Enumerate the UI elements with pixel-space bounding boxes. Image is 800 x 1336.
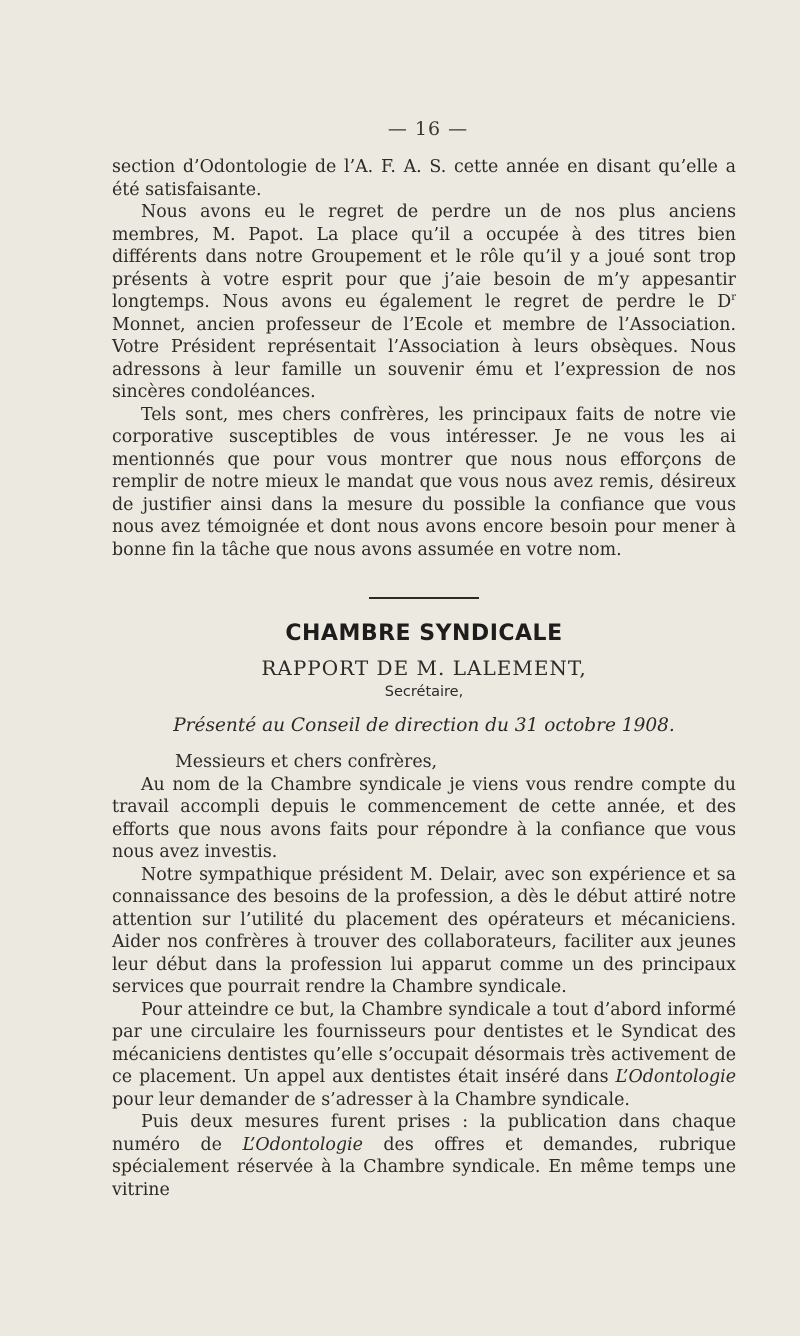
journal-title: L’Odontologie xyxy=(615,1067,736,1087)
body-paragraph-2: Notre sympathique président M. Delair, avec son expérience et sa connaissance des besoins de la profession, a dès le début attiré notre attention sur l’utilité du placement des opérateurs et mécaniciens. Aider nos confrères à trouver des collaborateurs, faciliter aux jeunes leur début dans la profession lui apparut comme un des principaux services que pourrait rendre la Chambre syndicale. xyxy=(112,864,736,997)
journal-title: L’Odontologie xyxy=(242,1134,363,1155)
body-paragraph-3-end: pour leur demander de s’adresser à la Chambre syndicale. xyxy=(112,1089,630,1110)
body-paragraph-4-end: des offres et demandes, rubrique spécialement réservée à la Chambre syndicale. En même temps une vitrine xyxy=(112,1134,736,1200)
closing-paragraph: Tels sont, mes chers confrères, les principaux faits de notre vie corporative susceptibles de vous intéresser. Je ne vous les ai mentionnés que pour vous montrer que nous nous efforçons de remplir de notre mieux le mandat que vous nous avez remis, désireux de justifier ainsi dans la mesure du possible la confiance que vous nous avez témoignée et dont nous avons encore besoin pour mener à bonne fin la tâche que nous avons assumée en votre nom. xyxy=(112,404,736,560)
body-paragraph-1: Au nom de la Chambre syndicale je viens vous rendre compte du travail accompli depuis le commencement de cette année, et des efforts que nous avons faits pour répondre à la confiance que vous nous avez investis. xyxy=(112,774,736,862)
report-title: RAPPORT DE M. LALEMENT, xyxy=(261,656,587,680)
intro-paragraph: section d’Odontologie de l’A. F. A. S. cette année en disant qu’elle a été satisfaisante. xyxy=(112,157,736,200)
deaths-text-end: Monnet, ancien professeur de l’Ecole et membre de l’Association. Votre Président représentait l’Association à leurs obsèques. Nous adressons à leur famille un souvenir ému et l’expression de nos sincères condoléances. xyxy=(112,314,736,402)
deaths-paragraph xyxy=(112,201,736,404)
body-paragraph-3-start: Pour atteindre ce but, la Chambre syndicale a tout d’abord informé par une circulaire les fournisseurs pour dentistes et le Syndicat des mécaniciens dentistes qu’elle s’occupait désormais très activement de ce placement. Un appel aux dentistes était inséré dans xyxy=(112,999,736,1087)
deaths-text-start: Nous avons eu le regret de perdre un de nos plus anciens membres, M. Papot. La place qu’il a occupée à des titres bien différents dans notre Groupement et le rôle qu’il y a joué sont trop présents à votre esprit pour que j’aie besoin de m’y appesantir longtemps. Nous avons eu également le regret de perdre le D xyxy=(112,202,736,312)
body-paragraph-3 xyxy=(112,999,736,1112)
salutation: Messieurs et chers confrères, xyxy=(175,752,438,772)
body-paragraph-4 xyxy=(112,1111,736,1201)
document-page xyxy=(112,118,736,1201)
doctor-abbrev-superscript: r xyxy=(731,292,736,304)
page-number: — 16 — xyxy=(387,118,469,140)
presented-line: Présenté au Conseil de direction du 31 octobre 1908. xyxy=(173,715,675,736)
section-divider xyxy=(369,597,479,599)
section-title: CHAMBRE SYNDICALE xyxy=(285,621,563,646)
body-paragraph-4-start: Puis deux mesures furent prises : la publication dans chaque numéro de xyxy=(112,1112,736,1155)
author-role: Secrétaire, xyxy=(384,684,464,700)
